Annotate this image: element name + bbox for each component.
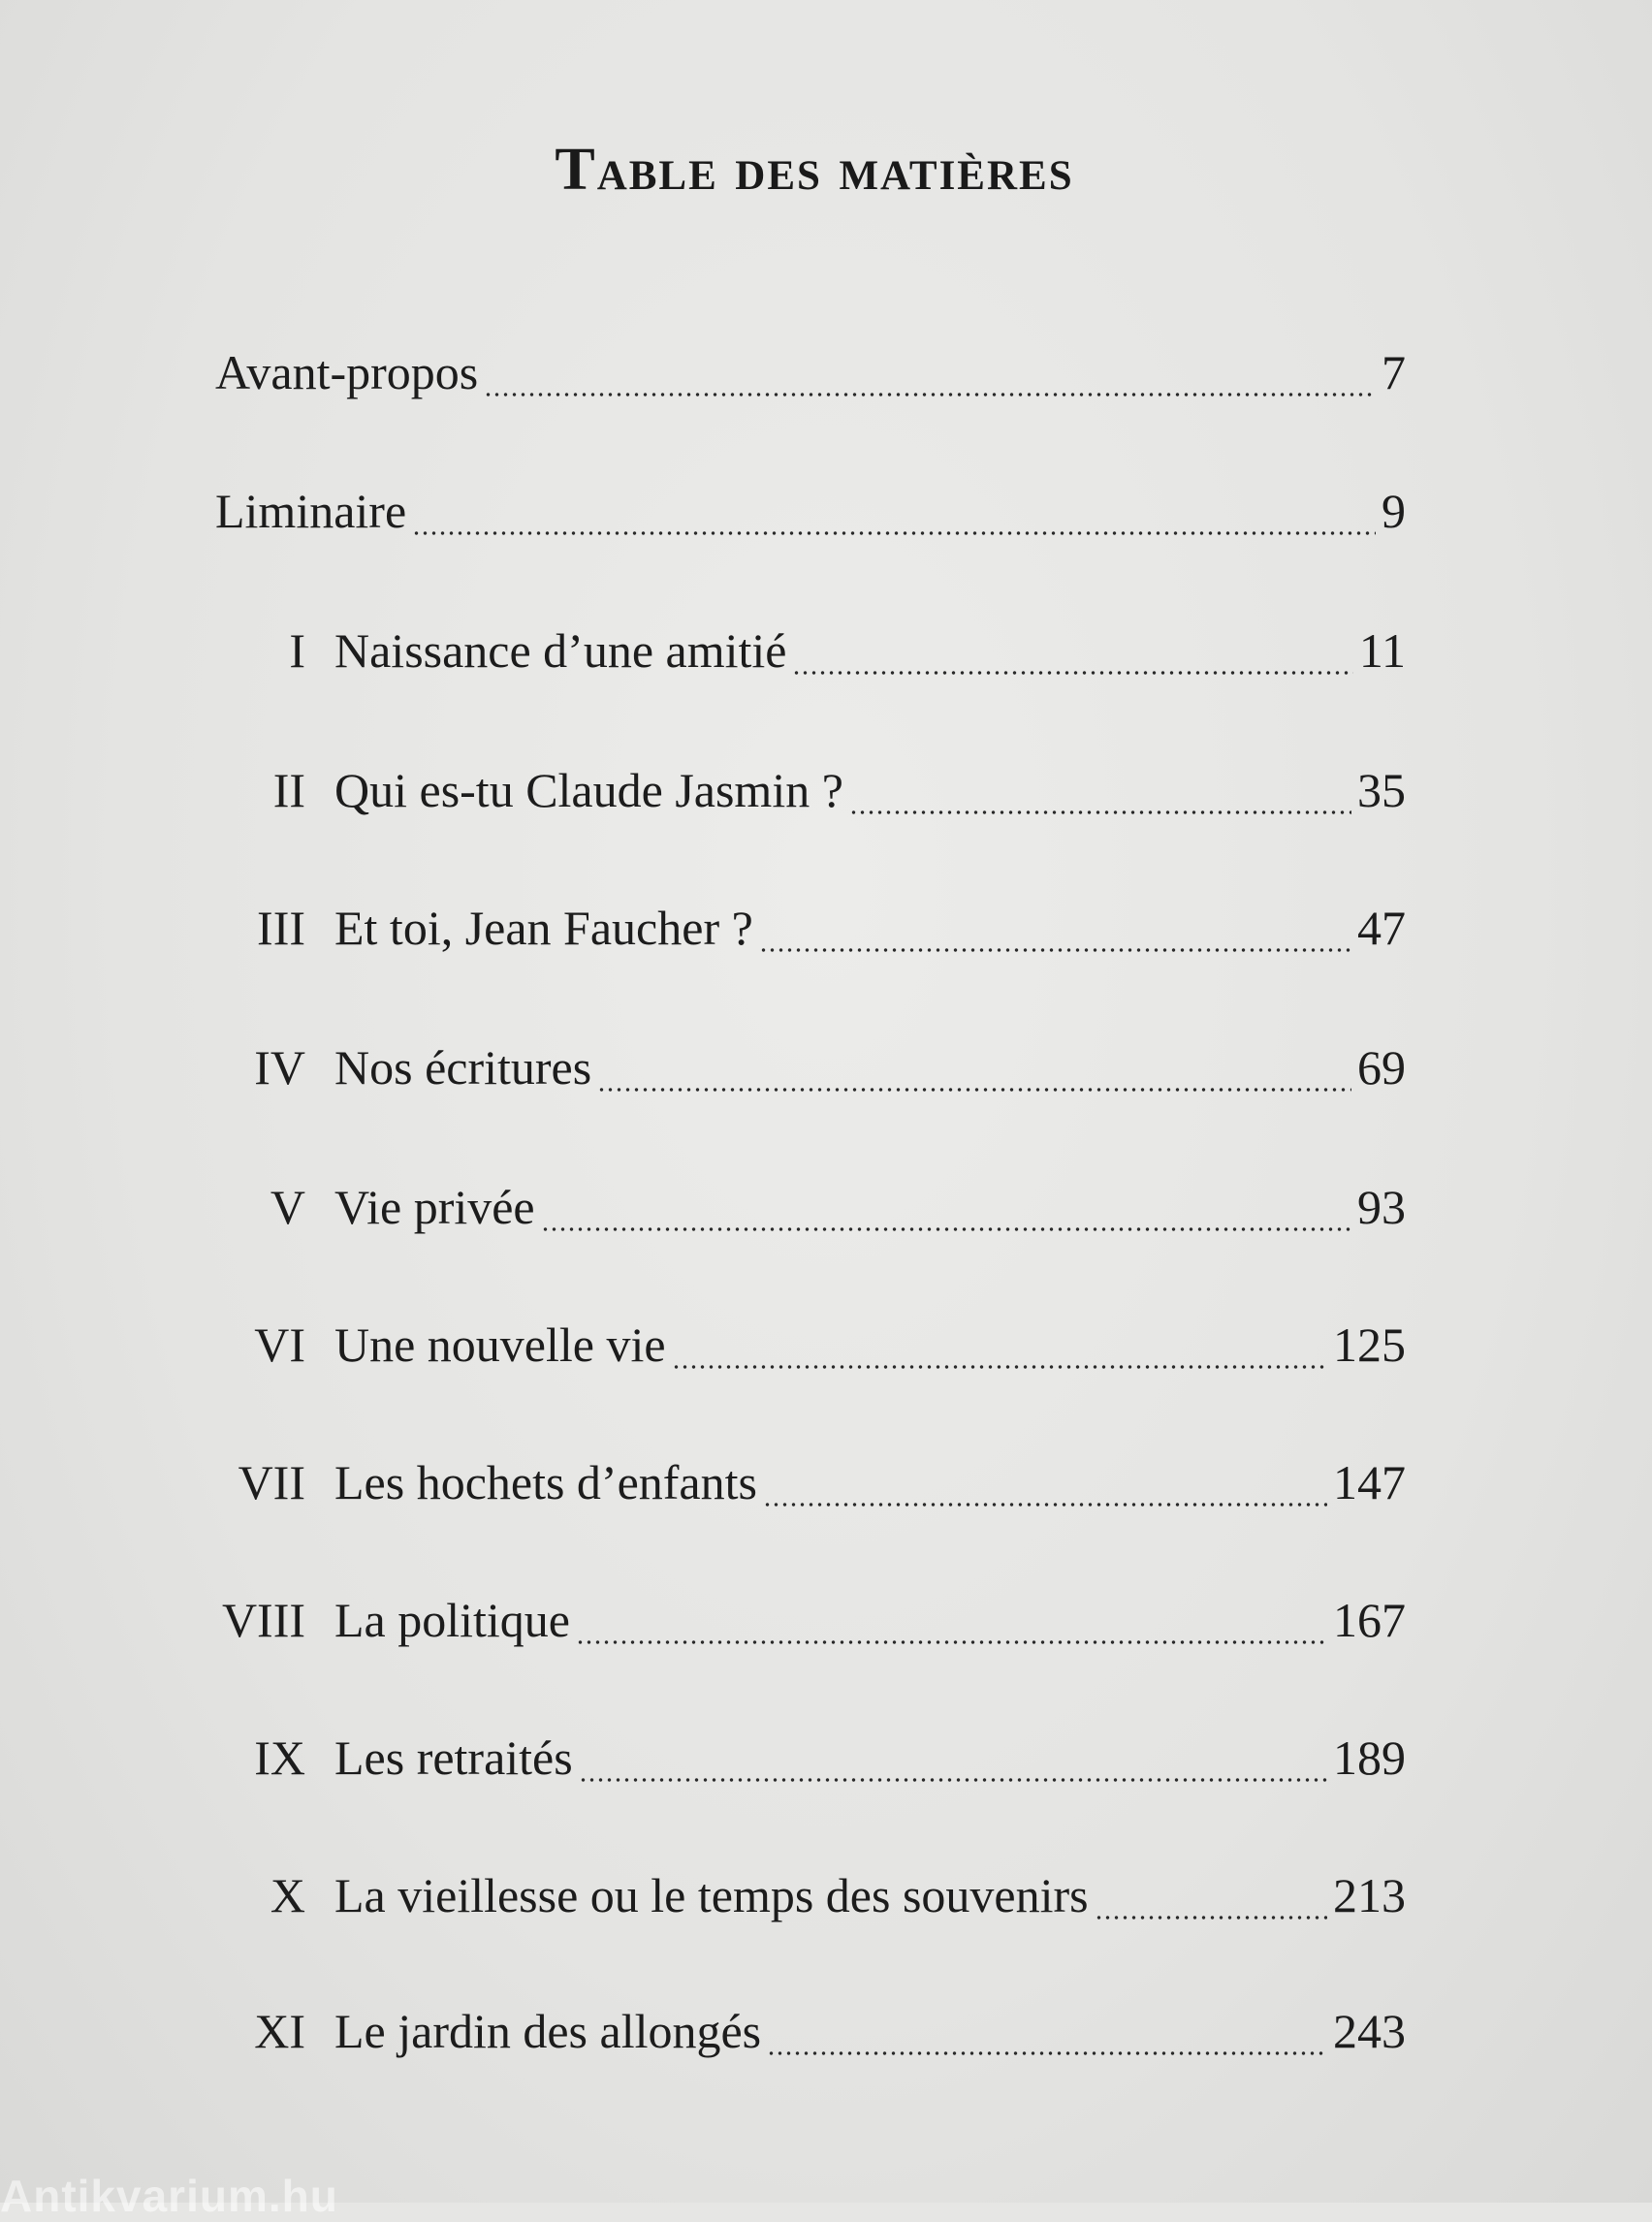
toc-entry-numeral: VIII [221, 1593, 305, 1647]
toc-entry-label: Avant-propos [215, 345, 479, 399]
toc-entry-label: Liminaire [215, 484, 407, 538]
toc-entry-page: 69 [1357, 1040, 1406, 1095]
toc-entry-avant-propos [215, 344, 1406, 412]
toc-entry-numeral: XI [254, 2004, 305, 2058]
toc-entry-page: 7 [1382, 345, 1406, 399]
toc-entry-label: Les retraités [334, 1730, 573, 1785]
toc-entry-label: Et toi, Jean Faucher ? [334, 901, 753, 955]
toc-entry-page: 189 [1333, 1730, 1406, 1785]
toc-entry-label: La vieillesse ou le temps des souvenirs [334, 1868, 1089, 1922]
toc-entry-chapter-4 [199, 1039, 1406, 1107]
dot-leader [792, 669, 1352, 677]
toc-entry-page: 213 [1333, 1868, 1406, 1922]
toc-entry-numeral: I [289, 623, 305, 678]
dot-leader [541, 1225, 1351, 1233]
dot-leader [759, 946, 1351, 954]
dot-leader [1095, 1914, 1327, 1921]
toc-entry-chapter-2 [199, 762, 1406, 830]
toc-entry-chapter-1 [199, 622, 1406, 690]
toc-entry-page: 35 [1357, 763, 1406, 817]
dot-leader [579, 1776, 1327, 1784]
toc-entry-numeral: IV [254, 1040, 305, 1095]
toc-entry-chapter-11 [199, 2003, 1406, 2071]
toc-entry-numeral: V [270, 1180, 305, 1234]
dot-leader [597, 1086, 1351, 1094]
dot-leader [672, 1363, 1327, 1371]
toc-entry-page: 147 [1333, 1455, 1406, 1509]
toc-entry-chapter-3 [199, 900, 1406, 968]
toc-entry-label: Vie privée [334, 1180, 535, 1234]
toc-entry-numeral: III [257, 901, 305, 955]
toc-entry-label: Le jardin des allongés [334, 2004, 762, 2058]
toc-entry-chapter-10 [199, 1867, 1406, 1935]
toc-entry-label: Nos écritures [334, 1040, 592, 1095]
dot-leader [576, 1638, 1327, 1646]
dot-leader [767, 2049, 1327, 2057]
toc-entry-page: 11 [1358, 623, 1406, 678]
page-title: Table des matières [555, 137, 1074, 203]
dot-leader [763, 1501, 1327, 1508]
toc-entry-liminaire [215, 483, 1406, 551]
toc-entry-label: La politique [334, 1593, 570, 1647]
toc-entry-page: 9 [1382, 484, 1406, 538]
toc-entry-chapter-9 [199, 1730, 1406, 1797]
dot-leader [484, 391, 1376, 398]
toc-entry-page: 93 [1357, 1180, 1406, 1234]
toc-entry-label: Une nouvelle vie [334, 1317, 666, 1372]
toc-entry-label: Qui es-tu Claude Jasmin ? [334, 763, 843, 817]
toc-entry-label: Les hochets d’enfants [334, 1455, 757, 1509]
toc-entry-numeral: IX [254, 1730, 305, 1785]
toc-entry-numeral: X [270, 1868, 305, 1922]
dot-leader [412, 529, 1376, 537]
toc-entry-page: 243 [1333, 2004, 1406, 2058]
toc-entry-page: 47 [1357, 901, 1406, 955]
toc-entry-page: 167 [1333, 1593, 1406, 1647]
toc-entry-numeral: VII [238, 1455, 305, 1509]
toc-entry-label: Naissance d’une amitié [334, 623, 787, 678]
toc-entry-numeral: II [272, 763, 305, 817]
toc-entry-chapter-7 [199, 1454, 1406, 1522]
dot-leader [849, 809, 1351, 816]
toc-entry-page: 125 [1333, 1317, 1406, 1372]
watermark: Antikvarium.hu [0, 2171, 338, 2221]
toc-entry-chapter-6 [199, 1317, 1406, 1384]
toc-entry-chapter-5 [199, 1179, 1406, 1247]
toc-entry-numeral: VI [254, 1317, 305, 1372]
toc-entry-chapter-8 [199, 1592, 1406, 1660]
